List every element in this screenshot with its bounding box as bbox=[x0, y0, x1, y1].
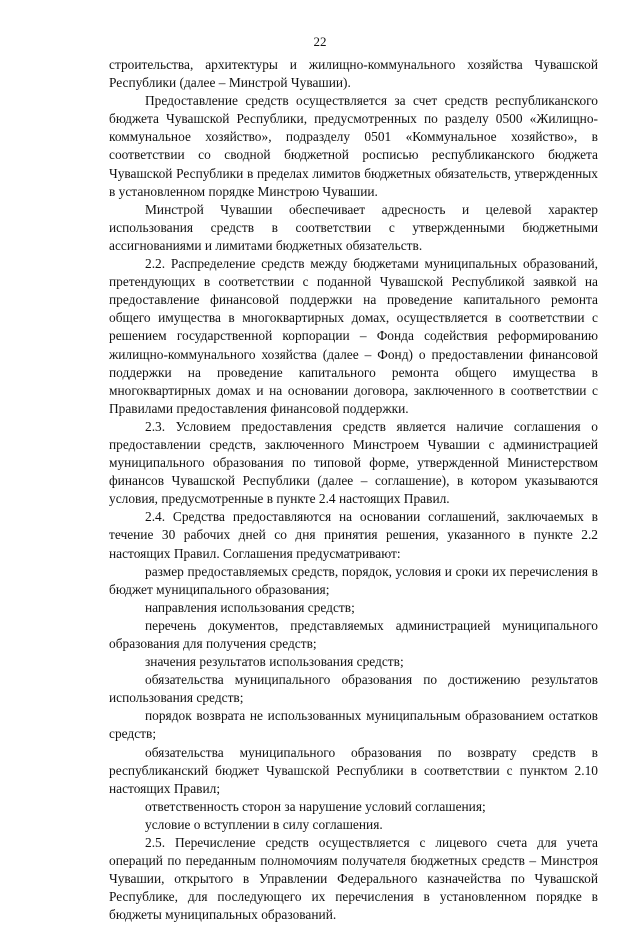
paragraph-targeted-use: Минстрой Чувашии обеспечивает адресность и целевой характер использования средств в соответствии с утвержденными бюджетными ассигнованиями и лимитами бюджетных обязательств. bbox=[109, 201, 598, 253]
list-item: порядок возврата не использованных муниципальным образованием остатков средств; bbox=[109, 708, 598, 742]
list-item: обязательства муниципального образования по возврату средств в республиканский бюджет Чувашской Республики в соответствии с пунктом 2.10 настоящих Правил; bbox=[109, 744, 598, 796]
page-number: 22 bbox=[313, 34, 327, 49]
list-item: обязательства муниципального образования по достижению результатов использования средств; bbox=[109, 672, 598, 706]
paragraph-continuation: строительства, архитектуры и жилищно-коммунального хозяйства Чувашской Республики (далее – Минстрой Чувашии). bbox=[109, 57, 598, 91]
paragraph-funding-source: Предоставление средств осуществляется за счет средств республиканского бюджета Чувашской Республики, предусмотренных по разделу 0500 «Жилищно-коммунальное хозяйство», подразделу 0501 «Коммунальное хозяйство», в соответствии со сводной бюджетной росписью республиканского бюджета Чувашской Республики в пределах лимитов бюджетных обязательств, утвержденных в установленном порядке Минстрою Чувашии. bbox=[109, 93, 598, 199]
list-item: размер предоставляемых средств, порядок, условия и сроки их перечисления в бюджет муниципального образования; bbox=[109, 563, 598, 597]
paragraph-2-3: 2.3. Условием предоставления средств является наличие соглашения о предоставлении средств, заключенного Минстроем Чувашии с администрацией муниципального образования по типовой форме, утвержденной Министерством финансов Чувашской Республики (далее – соглашение), в котором указываются условия, предусмотренные в пункте 2.4 настоящих Правил. bbox=[109, 418, 598, 507]
paragraph-2-2: 2.2. Распределение средств между бюджетами муниципальных образований, претендующих в соответствии с поданной Чувашской Республикой заявкой на предоставление финансовой поддержки на проведение капитального ремонта общего имущества в многоквартирных домах, осуществляется в соответствии с решением государственной корпорации – Фонда содействия реформированию жилищно-коммунального хозяйства (далее – Фонд) о предоставлении финансовой поддержки на проведение капитального ремонта общего имущества в многоквартирных домах и на основании договора, заключенного в соответствии с Правилами предоставления финансовой поддержки. bbox=[109, 256, 598, 416]
list-item: значения результатов использования средств; bbox=[145, 654, 404, 670]
list-item: условие о вступлении в силу соглашения. bbox=[145, 816, 383, 832]
paragraph-2-4: 2.4. Средства предоставляются на основании соглашений, заключаемых в течение 30 рабочих дней со дня принятия решения, указанного в пункте 2.2 настоящих Правил. Соглашения предусматривают: bbox=[109, 509, 598, 561]
list-item: ответственность сторон за нарушение условий соглашения; bbox=[145, 798, 486, 814]
list-item: перечень документов, представляемых администрацией муниципального образования для получения средств; bbox=[109, 617, 598, 651]
list-item: направления использования средств; bbox=[145, 599, 355, 615]
document-body bbox=[109, 56, 598, 925]
paragraph-2-5: 2.5. Перечисление средств осуществляется с лицевого счета для учета операций по переданным полномочиям получателя бюджетных средств – Минстроя Чувашии, открытого в Управлении Федерального казначейства по Чувашской Республике, для последующего их перечисления в установленном порядке в бюджеты муниципальных образований. bbox=[109, 835, 598, 923]
